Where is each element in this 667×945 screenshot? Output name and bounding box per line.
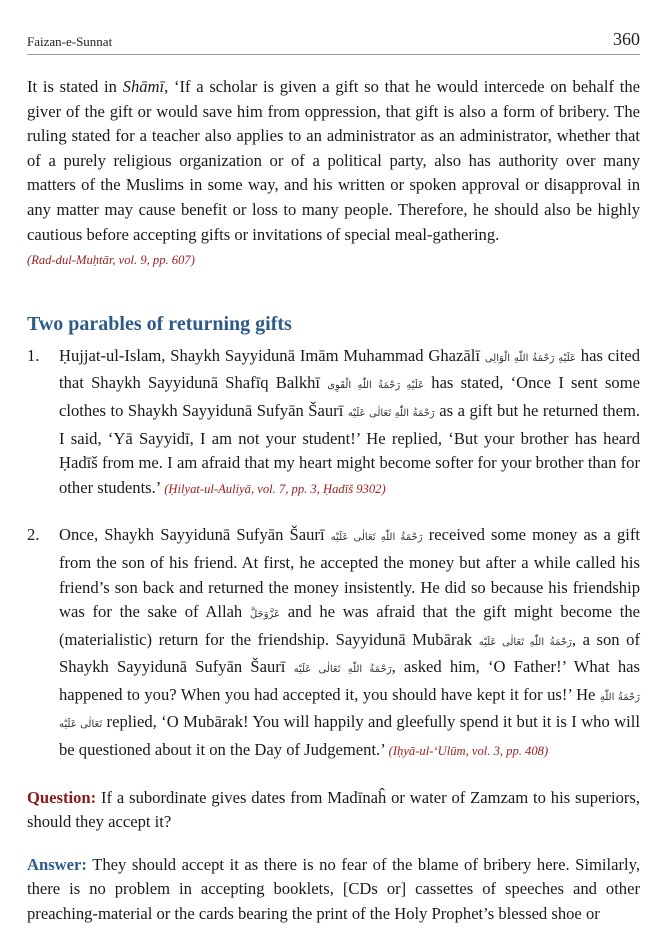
page-content <box>27 75 640 945</box>
item-text <box>59 523 640 763</box>
honorific-glyph: عَلَيْهِ رَحْمَةُ اللّٰهِ الْوَالِى <box>484 352 576 364</box>
text-run: , asked him, ‘O Father!’ What has happened to you? When you had accepted it, you should have kept it for us!’ He <box>59 657 640 704</box>
item-reference: (Ḥilyat-ul-Auliyā, vol. 7, pp. 3, Ḥadīš 9302) <box>164 481 386 496</box>
text-run: has stated, ‘Once I sent some clothes to Shaykh Sayyidunā Sufyān Šaurī <box>59 373 640 420</box>
page-number: 360 <box>613 29 640 49</box>
text-run: has cited that Shaykh Sayyidunā Shafīq Balkhī <box>59 345 640 393</box>
item-reference: (Iḥyā-ul-‘Ulūm, vol. 3, pp. 408) <box>388 744 549 759</box>
text-run: Ḥujjat-ul-Islam, Shaykh Sayyidunā Imām Muhammad Ghazālī <box>59 345 485 365</box>
text-run: replied, ‘O Mubārak! You will happily and gleefully spend it but it is I who will be questioned about it on the Day of Judgement.’ <box>59 712 640 760</box>
text-run: and he was afraid that the gift might become the (materialistic) return for the friendship. Sayyidunā Mubārak <box>59 602 640 649</box>
answer-text: They should accept it as there is no fear of the blame of bribery here. Similarly, there is no problem in accepting booklets, [CDs or] cassettes of speeches and other preaching-material or the cards bearing the print of the Holy Prophet’s blessed shoe or <box>27 854 640 924</box>
page-header <box>27 26 640 55</box>
text-run: received some money as a gift from the son of his friend. At first, he accepted the money but after a while called his friend’s son back and returned the money insistently. He did so because his friendship was for the sake of Allah <box>59 525 640 622</box>
question-paragraph <box>27 786 640 835</box>
honorific-glyph: رَحْمَةُ اللّٰهِ تَعَالٰى عَلَيْه <box>330 532 423 544</box>
answer-paragraph <box>27 853 640 927</box>
text-run: as a gift but he returned them. I said, ‘Yā Sayyidī, I am not your student!’ He replied, ‘But your brother has heard Ḥadīš from me. I am afraid that my heart might become softer for your brother than for other students.’ <box>59 400 641 497</box>
text-run: , a son of Shaykh Sayyidunā Sufyān Šaurī <box>59 629 640 677</box>
text-run: Once, Shaykh Sayyidunā Sufyān Šaurī <box>59 525 331 545</box>
honorific-glyph: رَحْمَةُ اللّٰهِ تَعَالٰى عَلَيْه <box>478 636 572 648</box>
source-title-shami: Shāmī <box>122 77 165 96</box>
item-number: 2. <box>27 525 40 545</box>
section-heading: Two parables of returning gifts <box>27 312 292 335</box>
intro-paragraph <box>27 75 640 273</box>
parable-item-1 <box>27 344 640 502</box>
intro-text-body: , ‘If a scholar is given a gift so that he would intercede on behalf the giver of the gift or would save him from oppression, that gift is also a form of bribery. The ruling stated for a teacher also applies to an administrator as an administrator, whether that of a purely religious organization or of a political party, also has authority over many matters of the Muslims in some way, and his written or spoken approval or disapproval in any matter may cause benefit or loss to many people. Therefore, he should also be highly cautious before accepting gifts or invitations of special meal-gathering. <box>27 77 640 244</box>
honorific-glyph: عَزَّوَجَلَّ <box>249 609 281 621</box>
honorific-glyph: رَحْمَةُ اللّٰهِ تَعَالٰى عَلَيْه <box>293 664 392 676</box>
question-text: If a subordinate gives dates from Madīnaĥ or water of Zamzam to his superiors, should they accept it? <box>27 787 640 832</box>
item-text <box>59 344 640 502</box>
honorific-glyph: عَلَيْهِ رَحْمَةُ اللّٰهِ الْقَوِى <box>327 380 425 392</box>
item-number: 1. <box>27 345 40 365</box>
intro-text-start: It is stated in <box>27 77 123 96</box>
running-title: Faizan-e-Sunnat <box>27 34 113 49</box>
honorific-glyph: رَحْمَةُ اللّٰهِ تَعَالٰى عَلَيْه <box>59 691 640 731</box>
parable-item-2 <box>27 523 640 763</box>
intro-reference: (Rad-dul-Muḥtār, vol. 9, pp. 607) <box>27 253 195 268</box>
question-label: Question: <box>27 787 97 807</box>
answer-label: Answer: <box>27 854 87 874</box>
honorific-glyph: رَحْمَةُ اللّٰهِ تَعَالٰى عَلَيْه <box>347 407 435 419</box>
